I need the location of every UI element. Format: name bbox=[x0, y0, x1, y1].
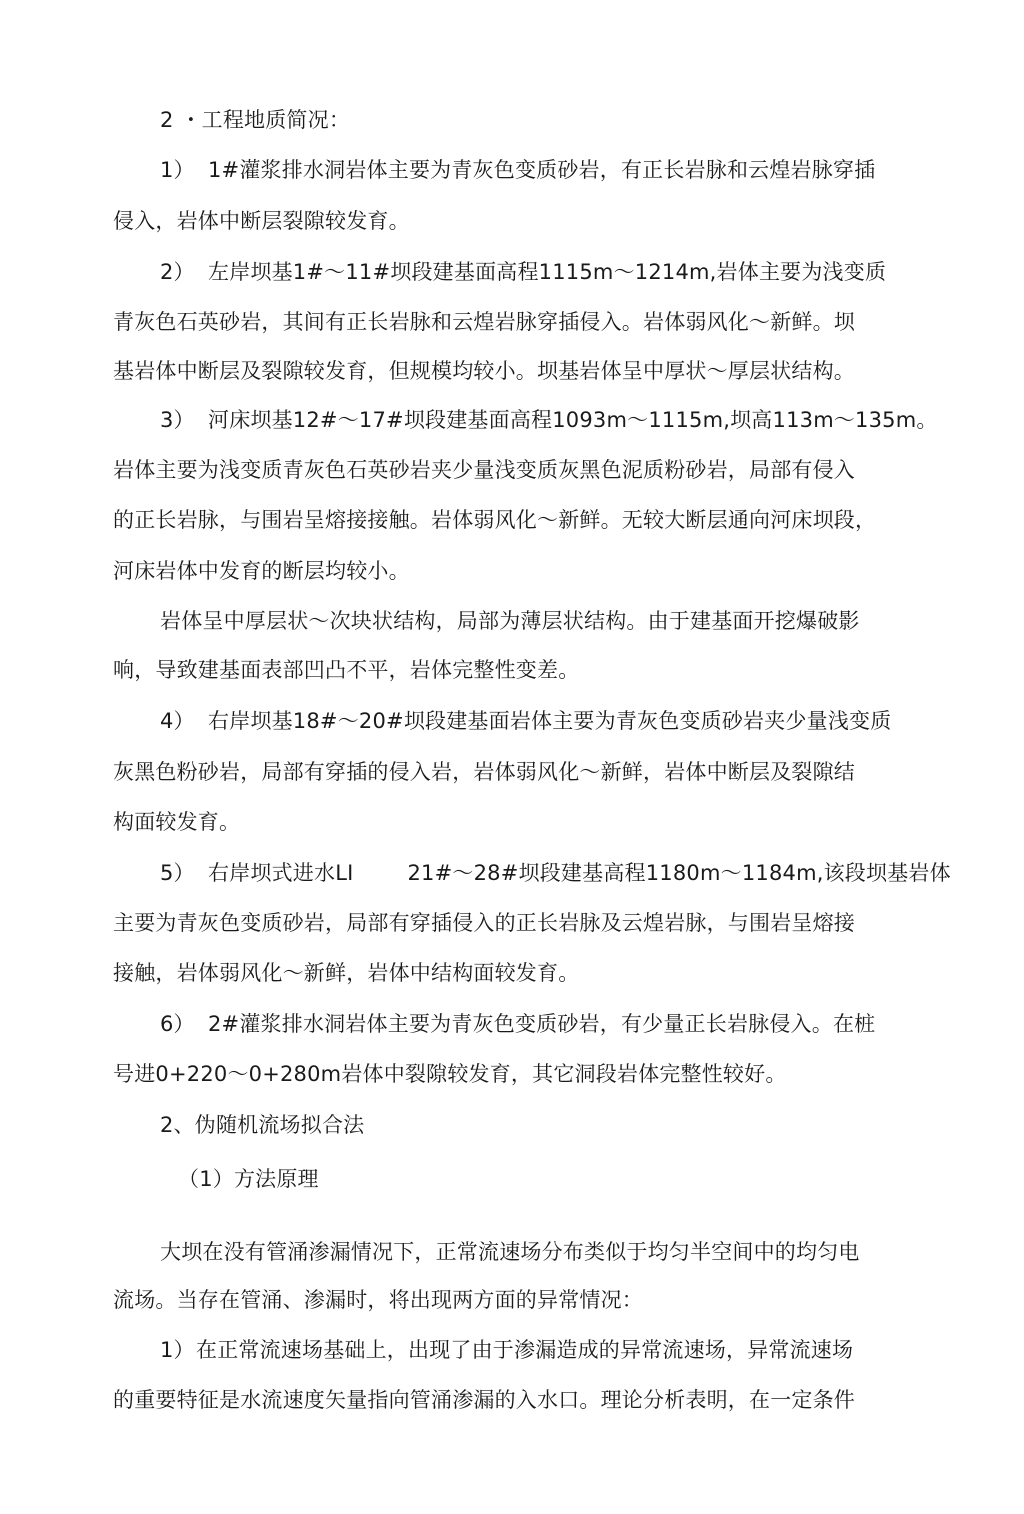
item-marker: 3） bbox=[160, 408, 195, 432]
item-text: 1#灌浆排水洞岩体主要为青灰色变质砂岩，有正长岩脉和云煌岩脉穿插 bbox=[208, 158, 876, 182]
item-2-line-2: 青灰色石英砂岩，其间有正长岩脉和云煌岩脉穿插侵入。岩体弱风化～新鲜。坝 bbox=[113, 310, 855, 334]
principle-item-1-line-1 bbox=[160, 1336, 853, 1364]
principle-line-2: 流场。当存在管涌、渗漏时，将出现两方面的异常情况： bbox=[113, 1288, 643, 1312]
item-text: 左岸坝基1#～11#坝段建基面高程1115m～1214m,岩体主要为浅变质 bbox=[208, 260, 887, 284]
item-3-line-1 bbox=[160, 406, 938, 434]
item-2-line-1 bbox=[160, 258, 886, 286]
item-1-line-2: 侵入，岩体中断层裂隙较发育。 bbox=[113, 209, 410, 233]
item-5-line-1 bbox=[160, 859, 951, 887]
item-3-line-4: 河床岩体中发育的断层均较小。 bbox=[113, 559, 410, 583]
item-5-line-2: 主要为青灰色变质砂岩，局部有穿插侵入的正长岩脉及云煌岩脉，与围岩呈熔接 bbox=[113, 911, 855, 935]
item-2-line-3: 基岩体中断层及裂隙较发育，但规模均较小。坝基岩体呈中厚状～厚层状结构。 bbox=[113, 359, 855, 383]
section-heading-2: 2、伪随机流场拟合法 bbox=[160, 1113, 365, 1137]
item-marker: 6） bbox=[160, 1012, 195, 1036]
subsection-heading: （1）方法原理 bbox=[178, 1167, 319, 1191]
paragraph-line-1: 岩体呈中厚层状～次块状结构，局部为薄层状结构。由于建基面开挖爆破影 bbox=[160, 609, 860, 633]
section-heading: 2 ・工程地质简况： bbox=[160, 108, 351, 132]
paragraph-line-2: 响，导致建基面表部凹凸不平，岩体完整性变差。 bbox=[113, 658, 580, 682]
item-3-line-2: 岩体主要为浅变质青灰色石英砂岩夹少量浅变质灰黑色泥质粉砂岩，局部有侵入 bbox=[113, 458, 855, 482]
item-6-line-1 bbox=[160, 1010, 875, 1038]
item-6-line-2: 号进0+220～0+280m岩体中裂隙较发育，其它洞段岩体完整性较好。 bbox=[113, 1062, 787, 1086]
item-text: 在正常流速场基础上，出现了由于渗漏造成的异常流速场，异常流速场 bbox=[196, 1338, 854, 1362]
item-marker: 4） bbox=[160, 709, 195, 733]
item-1-line-1 bbox=[160, 156, 875, 184]
item-text-b: 21#～28#坝段建基高程1180m～1184m,该段坝基岩体 bbox=[407, 861, 951, 885]
item-4-line-3: 构面较发育。 bbox=[113, 810, 241, 834]
principle-line-1: 大坝在没有管涌渗漏情况下，正常流速场分布类似于均匀半空间中的均匀电 bbox=[160, 1240, 860, 1264]
item-4-line-1 bbox=[160, 707, 891, 735]
item-marker: 1） bbox=[160, 158, 195, 182]
item-text-a: 右岸坝式进水LI bbox=[208, 861, 354, 885]
item-4-line-2: 灰黑色粉砂岩，局部有穿插的侵入岩，岩体弱风化～新鲜，岩体中断层及裂隙结 bbox=[113, 760, 855, 784]
item-text: 2#灌浆排水洞岩体主要为青灰色变质砂岩，有少量正长岩脉侵入。在桩 bbox=[208, 1012, 876, 1036]
item-marker: 2） bbox=[160, 260, 195, 284]
item-marker: 5） bbox=[160, 861, 195, 885]
item-marker: 1） bbox=[160, 1338, 195, 1362]
item-text: 河床坝基12#～17#坝段建基面高程1093m～1115m,坝高113m～135m。 bbox=[208, 408, 938, 432]
principle-item-1-line-2: 的重要特征是水流速度矢量指向管涌渗漏的入水口。理论分析表明，在一定条件 bbox=[113, 1388, 855, 1412]
item-3-line-3: 的正长岩脉，与围岩呈熔接接触。岩体弱风化～新鲜。无较大断层通向河床坝段， bbox=[113, 508, 877, 532]
item-text: 右岸坝基18#～20#坝段建基面岩体主要为青灰色变质砂岩夹少量浅变质 bbox=[208, 709, 892, 733]
item-5-line-3: 接触，岩体弱风化～新鲜，岩体中结构面较发育。 bbox=[113, 961, 580, 985]
